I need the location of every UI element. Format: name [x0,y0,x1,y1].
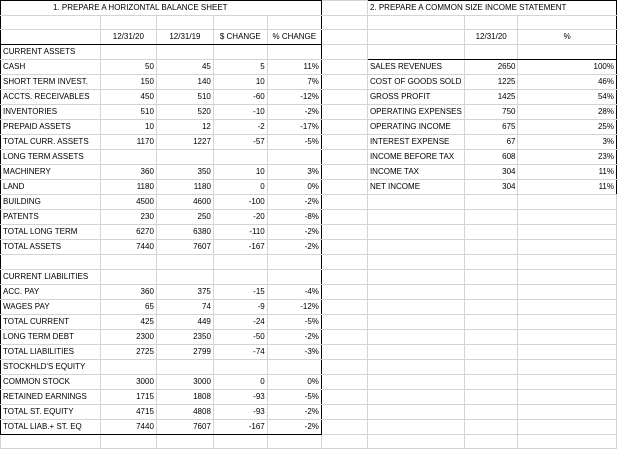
value-cell[interactable] [213,45,267,60]
row-label[interactable]: INVENTORIES [1,105,101,120]
row-label[interactable]: TOTAL LIABILITIES [1,344,101,359]
value-cell[interactable]: 11% [267,60,321,75]
row-label[interactable]: ACC. PAY [1,284,101,299]
empty-cell[interactable] [367,434,464,448]
value-cell[interactable]: 0 [213,374,267,389]
column-header: 12/31/19 [156,30,213,45]
value-cell[interactable]: 67 [464,135,518,150]
value-cell[interactable]: -17% [267,120,321,135]
value-cell[interactable]: 0% [267,180,321,195]
value-cell[interactable]: 4500 [100,195,156,210]
row-label[interactable]: INCOME TAX [367,165,464,180]
empty-cell[interactable] [321,75,367,90]
empty-cell[interactable] [518,240,617,255]
empty-cell[interactable] [367,255,464,269]
empty-cell[interactable] [321,344,367,359]
left-sheet-title: 1. PREPARE A HORIZONTAL BALANCE SHEET [1,1,322,16]
empty-cell[interactable] [367,299,464,314]
value-cell[interactable]: 4808 [156,404,213,419]
column-header: 12/31/20 [464,30,518,45]
row-label[interactable]: LONG TERM ASSETS [1,150,101,165]
row-label[interactable]: OPERATING INCOME [367,120,464,135]
row-label[interactable]: NET INCOME [367,180,464,195]
sheet-row [1,434,617,448]
row-label[interactable]: STOCKHLD'S EQUITY [1,359,101,374]
value-cell[interactable]: 25% [518,120,617,135]
value-cell[interactable]: -57 [213,135,267,150]
value-cell[interactable] [213,269,267,284]
empty-cell[interactable] [267,16,321,30]
empty-cell[interactable] [367,329,464,344]
value-cell[interactable]: 12 [156,120,213,135]
row-label[interactable]: TOTAL LONG TERM [1,225,101,240]
empty-cell[interactable] [518,404,617,419]
value-cell[interactable]: -2 [213,120,267,135]
empty-cell[interactable] [518,389,617,404]
row-label[interactable]: TOTAL CURR. ASSETS [1,135,101,150]
empty-cell[interactable] [321,45,367,60]
empty-cell[interactable] [518,359,617,374]
empty-cell[interactable] [321,210,367,225]
right-sheet-title: 2. PREPARE A COMMON SIZE INCOME STATEMENT [367,1,616,16]
value-cell[interactable]: 140 [156,75,213,90]
value-cell[interactable]: -5% [267,389,321,404]
value-cell[interactable]: 150 [100,75,156,90]
value-cell[interactable]: -9 [213,299,267,314]
value-cell[interactable]: 2350 [156,329,213,344]
value-cell[interactable] [156,150,213,165]
value-cell[interactable] [100,150,156,165]
value-cell[interactable]: 360 [100,284,156,299]
empty-cell[interactable] [321,30,367,45]
value-cell[interactable]: 7607 [156,240,213,255]
empty-cell[interactable] [367,419,464,434]
sheet-row [1,419,617,434]
value-cell[interactable]: 74 [156,299,213,314]
empty-cell[interactable] [518,434,617,448]
value-cell[interactable]: 425 [100,314,156,329]
empty-cell[interactable] [321,419,367,434]
empty-cell[interactable] [518,210,617,225]
sheet-row [1,389,617,404]
sheet-row [1,1,617,16]
empty-cell[interactable] [518,344,617,359]
value-cell[interactable]: 4715 [100,404,156,419]
value-cell[interactable]: -50 [213,329,267,344]
empty-cell[interactable] [321,359,367,374]
value-cell[interactable]: 3000 [100,374,156,389]
row-label[interactable]: ACCTS. RECEIVABLES [1,90,101,105]
value-cell[interactable]: 7440 [100,419,156,434]
value-cell[interactable]: 3% [518,135,617,150]
value-cell[interactable]: 23% [518,150,617,165]
column-header: $ CHANGE [213,30,267,45]
empty-cell[interactable] [321,404,367,419]
empty-cell[interactable] [464,329,518,344]
value-cell[interactable]: 449 [156,314,213,329]
empty-cell[interactable] [321,374,367,389]
empty-cell[interactable] [156,16,213,30]
value-cell[interactable]: 1715 [100,389,156,404]
sheet-row [1,16,617,30]
value-cell[interactable] [213,359,267,374]
value-cell[interactable]: -2% [267,195,321,210]
row-label[interactable]: SALES REVENUES [367,60,464,75]
value-cell[interactable]: -60 [213,90,267,105]
value-cell[interactable]: -74 [213,344,267,359]
empty-cell[interactable] [518,195,617,210]
empty-cell[interactable] [518,329,617,344]
sheet-row [1,329,617,344]
row-label[interactable]: GROSS PROFIT [367,90,464,105]
value-cell[interactable]: 1180 [100,180,156,195]
empty-cell[interactable] [464,210,518,225]
value-cell[interactable]: 304 [464,180,518,195]
empty-cell[interactable] [464,434,518,448]
value-cell[interactable] [100,269,156,284]
empty-cell[interactable] [367,240,464,255]
empty-cell[interactable] [464,389,518,404]
empty-cell[interactable] [518,419,617,434]
empty-cell[interactable] [518,374,617,389]
value-cell[interactable]: -10 [213,105,267,120]
empty-cell[interactable] [464,419,518,434]
sheet-row [1,240,617,255]
sheet-row [1,284,617,299]
empty-cell[interactable] [367,210,464,225]
sheet-row [1,135,617,150]
empty-cell[interactable] [464,374,518,389]
value-cell[interactable]: -100 [213,195,267,210]
row-label[interactable]: TOTAL LIAB.+ ST. EQ [1,419,101,434]
empty-cell[interactable] [464,404,518,419]
empty-cell[interactable] [464,16,518,30]
value-cell[interactable]: 304 [464,165,518,180]
value-cell[interactable]: 28% [518,105,617,120]
row-label[interactable]: TOTAL ASSETS [1,240,101,255]
sheet-row [1,269,617,284]
empty-cell[interactable] [321,255,367,269]
value-cell[interactable]: -110 [213,225,267,240]
empty-cell[interactable] [367,344,464,359]
value-cell[interactable]: 1227 [156,135,213,150]
empty-cell[interactable] [367,269,464,284]
value-cell[interactable] [156,359,213,374]
value-cell[interactable] [267,150,321,165]
value-cell[interactable]: 375 [156,284,213,299]
row-label[interactable]: CURRENT ASSETS [1,45,101,60]
value-cell[interactable]: -24 [213,314,267,329]
empty-cell[interactable] [321,90,367,105]
value-cell[interactable]: -93 [213,389,267,404]
empty-cell[interactable] [321,120,367,135]
value-cell[interactable]: 250 [156,210,213,225]
value-cell[interactable]: 1225 [464,75,518,90]
row-label[interactable]: SHORT TERM INVEST. [1,75,101,90]
empty-cell[interactable] [367,195,464,210]
sheet-row [1,299,617,314]
row-label[interactable]: LONG TERM DEBT [1,329,101,344]
value-cell[interactable]: -8% [267,210,321,225]
row-label[interactable]: COST OF GOODS SOLD [367,75,464,90]
value-cell[interactable]: 46% [518,75,617,90]
empty-cell[interactable] [518,284,617,299]
value-cell[interactable]: 6270 [100,225,156,240]
empty-cell[interactable] [367,314,464,329]
value-cell[interactable]: 750 [464,105,518,120]
empty-cell[interactable] [321,299,367,314]
value-cell[interactable] [267,269,321,284]
value-cell[interactable]: 4600 [156,195,213,210]
empty-cell[interactable] [518,255,617,269]
empty-cell[interactable] [100,434,156,448]
empty-cell[interactable] [321,284,367,299]
empty-cell[interactable] [464,314,518,329]
empty-cell[interactable] [100,16,156,30]
row-label[interactable]: MACHINERY [1,165,101,180]
value-cell[interactable]: 5 [213,60,267,75]
empty-cell[interactable] [213,16,267,30]
sheet-row [1,45,617,60]
empty-cell[interactable] [464,344,518,359]
empty-cell[interactable] [518,314,617,329]
value-cell[interactable]: 50 [100,60,156,75]
empty-cell[interactable] [321,16,367,30]
value-cell[interactable]: 7607 [156,419,213,434]
value-cell[interactable]: 45 [156,60,213,75]
sheet-row [1,30,617,45]
value-cell[interactable]: 0% [267,374,321,389]
value-cell[interactable]: 54% [518,90,617,105]
value-cell[interactable]: 10 [213,165,267,180]
value-cell[interactable]: -2% [267,240,321,255]
sheet-row [1,165,617,180]
sheet-row [1,105,617,120]
sheet-row [1,374,617,389]
value-cell[interactable]: 1170 [100,135,156,150]
value-cell[interactable]: -93 [213,404,267,419]
value-cell[interactable] [156,45,213,60]
value-cell[interactable]: 350 [156,165,213,180]
row-label[interactable]: WAGES PAY [1,299,101,314]
sheet-row [1,255,617,269]
row-label[interactable]: TOTAL ST. EQUITY [1,404,101,419]
value-cell[interactable] [213,255,267,269]
value-cell[interactable]: 230 [100,210,156,225]
row-label[interactable]: CASH [1,60,101,75]
sheet-row [1,210,617,225]
value-cell[interactable] [100,255,156,269]
value-cell[interactable]: -167 [213,240,267,255]
empty-cell[interactable] [464,269,518,284]
value-cell[interactable]: 2799 [156,344,213,359]
row-label[interactable]: OPERATING EXPENSES [367,105,464,120]
row-label[interactable]: INTEREST EXPENSE [367,135,464,150]
row-label[interactable] [1,255,101,269]
value-cell[interactable]: -2% [267,419,321,434]
column-header: 12/31/20 [100,30,156,45]
value-cell[interactable]: -12% [267,299,321,314]
empty-cell[interactable] [321,60,367,75]
empty-cell[interactable] [464,359,518,374]
empty-cell[interactable] [156,434,213,448]
empty-cell[interactable] [321,135,367,150]
value-cell[interactable]: -12% [267,90,321,105]
column-header: % CHANGE [267,30,321,45]
value-cell[interactable]: 520 [156,105,213,120]
header-blank-cell [1,30,101,45]
empty-cell[interactable] [518,299,617,314]
value-cell[interactable]: -3% [267,344,321,359]
empty-cell[interactable] [321,240,367,255]
empty-cell[interactable] [367,404,464,419]
empty-cell[interactable] [518,45,617,60]
sheet-row [1,225,617,240]
empty-cell[interactable] [367,359,464,374]
row-label[interactable]: BUILDING [1,195,101,210]
empty-cell[interactable] [213,434,267,448]
value-cell[interactable]: 11% [518,165,617,180]
sheet-row [1,344,617,359]
empty-cell[interactable] [518,16,617,30]
value-cell[interactable]: 65 [100,299,156,314]
empty-cell[interactable] [464,255,518,269]
value-cell[interactable]: -2% [267,105,321,120]
value-cell[interactable]: -15 [213,284,267,299]
sheet-row [1,404,617,419]
value-cell[interactable]: 2650 [464,60,518,75]
value-cell[interactable] [213,150,267,165]
value-cell[interactable]: 10 [100,120,156,135]
empty-cell[interactable] [267,434,321,448]
empty-cell[interactable] [321,434,367,448]
value-cell[interactable]: 450 [100,90,156,105]
empty-cell[interactable] [321,195,367,210]
value-cell[interactable]: 1180 [156,180,213,195]
value-cell[interactable]: 675 [464,120,518,135]
empty-cell[interactable] [464,195,518,210]
column-header: % [518,30,617,45]
row-label[interactable]: LAND [1,180,101,195]
row-label[interactable]: COMMON STOCK [1,374,101,389]
empty-cell[interactable] [518,269,617,284]
value-cell[interactable]: 6380 [156,225,213,240]
sheet-row [1,120,617,135]
value-cell[interactable]: -2% [267,329,321,344]
value-cell[interactable] [156,255,213,269]
row-label[interactable]: PATENTS [1,210,101,225]
empty-cell[interactable] [321,150,367,165]
value-cell[interactable]: 11% [518,180,617,195]
empty-cell[interactable] [367,284,464,299]
value-cell[interactable]: 360 [100,165,156,180]
empty-cell[interactable] [464,225,518,240]
value-cell[interactable]: 3% [267,165,321,180]
value-cell[interactable]: 7% [267,75,321,90]
value-cell[interactable]: -167 [213,419,267,434]
empty-cell[interactable] [464,45,518,60]
value-cell[interactable]: 2300 [100,329,156,344]
empty-cell[interactable] [321,1,367,16]
value-cell[interactable] [267,359,321,374]
empty-cell[interactable] [464,299,518,314]
value-cell[interactable] [100,359,156,374]
sheet-row [1,90,617,105]
sheet-row [1,180,617,195]
row-label[interactable]: INCOME BEFORE TAX [367,150,464,165]
empty-cell[interactable] [321,225,367,240]
row-label[interactable]: TOTAL CURRENT [1,314,101,329]
row-label[interactable]: CURRENT LIABILITIES [1,269,101,284]
sheet-row [1,150,617,165]
empty-cell[interactable] [367,45,464,60]
row-label[interactable]: RETAINED EARNINGS [1,389,101,404]
empty-cell[interactable] [367,389,464,404]
value-cell[interactable]: -4% [267,284,321,299]
empty-cell[interactable] [367,225,464,240]
empty-cell[interactable] [321,329,367,344]
value-cell[interactable]: -5% [267,135,321,150]
value-cell[interactable] [156,269,213,284]
value-cell[interactable]: -2% [267,225,321,240]
empty-cell[interactable] [321,389,367,404]
empty-cell[interactable] [321,314,367,329]
empty-cell[interactable] [367,16,464,30]
empty-cell[interactable] [464,240,518,255]
empty-cell[interactable] [518,225,617,240]
sheet-row [1,75,617,90]
value-cell[interactable]: 10 [213,75,267,90]
empty-cell[interactable] [321,105,367,120]
value-cell[interactable] [267,45,321,60]
row-label[interactable]: PREPAID ASSETS [1,120,101,135]
sheet-row [1,314,617,329]
value-cell[interactable]: 100% [518,60,617,75]
empty-cell[interactable] [1,16,101,30]
value-cell[interactable]: 3000 [156,374,213,389]
value-cell[interactable]: 1808 [156,389,213,404]
empty-cell[interactable] [1,434,101,448]
value-cell[interactable]: 608 [464,150,518,165]
empty-cell[interactable] [464,284,518,299]
sheet-row [1,359,617,374]
sheet-row [1,195,617,210]
sheet-row [1,60,617,75]
value-cell[interactable]: 510 [156,90,213,105]
value-cell[interactable]: 7440 [100,240,156,255]
empty-cell[interactable] [321,269,367,284]
empty-cell[interactable] [321,180,367,195]
value-cell[interactable]: 0 [213,180,267,195]
empty-cell[interactable] [367,374,464,389]
header-blank-cell [367,30,464,45]
value-cell[interactable]: 510 [100,105,156,120]
value-cell[interactable]: -2% [267,404,321,419]
value-cell[interactable]: -20 [213,210,267,225]
value-cell[interactable]: 1425 [464,90,518,105]
empty-cell[interactable] [321,165,367,180]
value-cell[interactable]: 2725 [100,344,156,359]
value-cell[interactable] [267,255,321,269]
value-cell[interactable]: -5% [267,314,321,329]
value-cell[interactable] [100,45,156,60]
